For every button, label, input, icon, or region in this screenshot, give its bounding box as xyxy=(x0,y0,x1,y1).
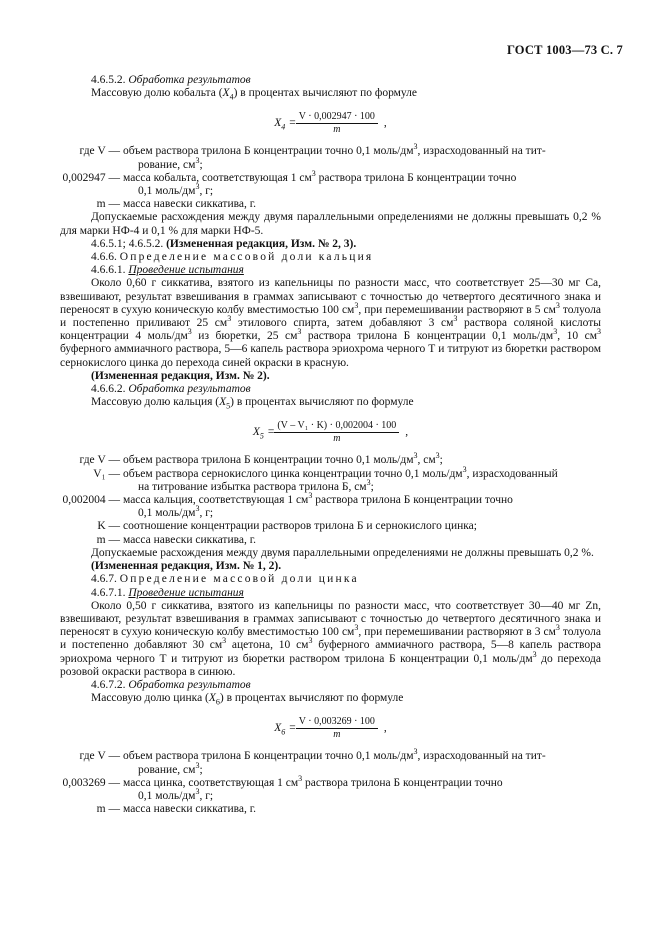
section-heading-4-6-7-2: 4.6.7.2. Обработка результатов xyxy=(91,678,251,691)
tolerance-note-cobalt: Допускаемые расхождения между двумя параллельными определениями не должны превышать 0,2 % для марки НФ-4 и 0,1 % для марки НФ-5. xyxy=(60,211,601,237)
definition-coefficient: 0,002004 — масса кальция, соответствующая 1 $см^3$ раствора трилона Б концентрации точно 0,1 моль/$дм^3$, г; xyxy=(62,491,513,520)
definition-v1: V₁ — объем раствора сернокислого цинка концентрации точно 0,1 моль/$дм^3$, израсходованный на титрование избытка раствора трилона Б, $см^3$; xyxy=(93,464,558,493)
formula-zinc: $X_6$ = $\frac{V \cdot 0,003269 \cdot 100}{m}$ , xyxy=(274,715,387,740)
definition-m: m — масса навески сиккатива, г. xyxy=(96,533,257,546)
procedure-zinc: Около 0,50 г сиккатива, взятого из капельницы по разности масс, что соответствует 30—40 мг Zn, взвешивают, результат взвешивания в граммах записывают с точностью до четвертого десятичного знака и переносят в сухую коническую колбу вместимостью 100 $см^3$, при перемешивании растворяют в 3 $см^3$ толуола и постепенно добавляют 30 $см^3$ ацетона, 10 $см^3$ буферного аммиачного раствора, 5—8 капель раствора эриохрома черного Т и титруют из бюретки раствором трилона Б концентрации 0,1 моль/$дм^3$ до перехода розовой окраски раствора в синюю. xyxy=(60,599,601,678)
subsection-heading-4-6-7-1: 4.6.7.1. Проведение испытания xyxy=(91,586,244,599)
formula-numerator: (V – V₁ · K) · 0,002004 · 100 xyxy=(274,420,399,433)
formula-cobalt: $X_4$ = $\frac{V \cdot 0,002947 \cdot 100}{m}$ , xyxy=(274,110,387,135)
document-body xyxy=(60,74,601,816)
definition-coefficient: 0,003269 — масса цинка, соответствующая 1 $см^3$ раствора трилона Б концентрации точно 0,1 моль/$дм^3$, г; xyxy=(62,773,503,802)
definition-v: где V — объем раствора трилона Б концентрации точно 0,1 моль/$дм^3$, $см^3$; xyxy=(79,451,443,467)
formula-denominator: m xyxy=(333,123,341,135)
formula-calcium: $X_5$ = $\frac{\text{(V – V₁ · K) · 0,002004 · 100}}{m}$ , xyxy=(252,419,409,444)
page-header: ГОСТ 1003—73 С. 7 xyxy=(506,43,623,57)
formula-intro-calcium: Массовую долю кальция $(X_5)$ в процентах вычисляют по формуле xyxy=(91,396,414,411)
section-heading-4-6-5-2: 4.6.5.2. Обработка результатов xyxy=(91,74,251,86)
formula-intro-zinc: Массовую долю цинка $(X_6)$ в процентах вычисляют по формуле xyxy=(91,692,404,707)
definition-v: где V — объем раствора трилона Б концентрации точно 0,1 моль/$дм^3$, израсходованный на тит- рование, $см^3$; xyxy=(79,142,546,171)
revision-note-2: (Измененная редакция, Изм. № 2). xyxy=(91,369,270,382)
section-heading-4-6-7: 4.6.7. Определение массовой доли цинка xyxy=(91,573,359,586)
definition-k: K — соотношение концентрации растворов трилона Б и сернокислого цинка; xyxy=(97,520,477,533)
section-heading-4-6-6-2: 4.6.6.2. Обработка результатов xyxy=(91,383,251,396)
procedure-calcium: Около 0,60 г сиккатива, взятого из капельницы по разности масс, что соответствует 25—30 мг Са, взвешивают, результат взвешивания в граммах записывают с точностью до четвертого десятичного знака и переносят в сухую коническую колбу вместимостью 100 $см^3$, при перемешивании растворяют в 5 $см^3$ толуола и постепенно приливают 25 $см^3$ этилового спирта, затем добавляют 3 $см^3$ раствора соляной кислоты концентрации 4 моль/$дм^3$ из бюретки, 25 $см^3$ раствора трилона Б концентрации 0,1 моль/$дм^3$, 10 $см^3$ буферного аммиачного раствора, 5—6 капель раствора эриохрома черного Т и титруют из бюретки раствором сернокислого цинка до перехода синей окраски в красную. xyxy=(60,277,602,369)
revision-note-3: (Измененная редакция, Изм. № 1, 2). xyxy=(91,560,282,573)
revision-note-1: 4.6.5.1; 4.6.5.2. (Измененная редакция, Изм. № 2, 3). xyxy=(91,237,357,250)
formula-numerator: V · 0,002947 · 100 xyxy=(296,111,378,124)
definition-m: m — масса навески сиккатива, г. xyxy=(96,803,257,816)
section-heading-4-6-6: 4.6.6. Определение массовой доли кальция xyxy=(91,251,374,264)
formula-intro-cobalt: Массовую долю кобальта $(X_4)$ в процентах вычисляют по формуле xyxy=(91,87,418,102)
formula-denominator: m xyxy=(333,432,341,444)
definition-coefficient: 0,002947 — масса кобальта, соответствующая 1 $см^3$ раствора трилона Б концентрации точно 0,1 моль/$дм^3$, г; xyxy=(62,168,517,198)
definition-v: где V — объем раствора трилона Б концентрации точно 0,1 моль/$дм^3$, израсходованный на тит- рование, $см^3$; xyxy=(79,747,546,776)
definition-m: m — масса навески сиккатива, г. xyxy=(96,198,257,211)
subsection-heading-4-6-6-1: 4.6.6.1. Проведение испытания xyxy=(91,264,244,277)
formula-denominator: m xyxy=(333,728,341,740)
formula-numerator: V · 0,003269 · 100 xyxy=(296,716,378,729)
tolerance-note-calcium: Допускаемые расхождения между двумя параллельными определениями не должны превышать 0,2 %. xyxy=(91,546,594,559)
